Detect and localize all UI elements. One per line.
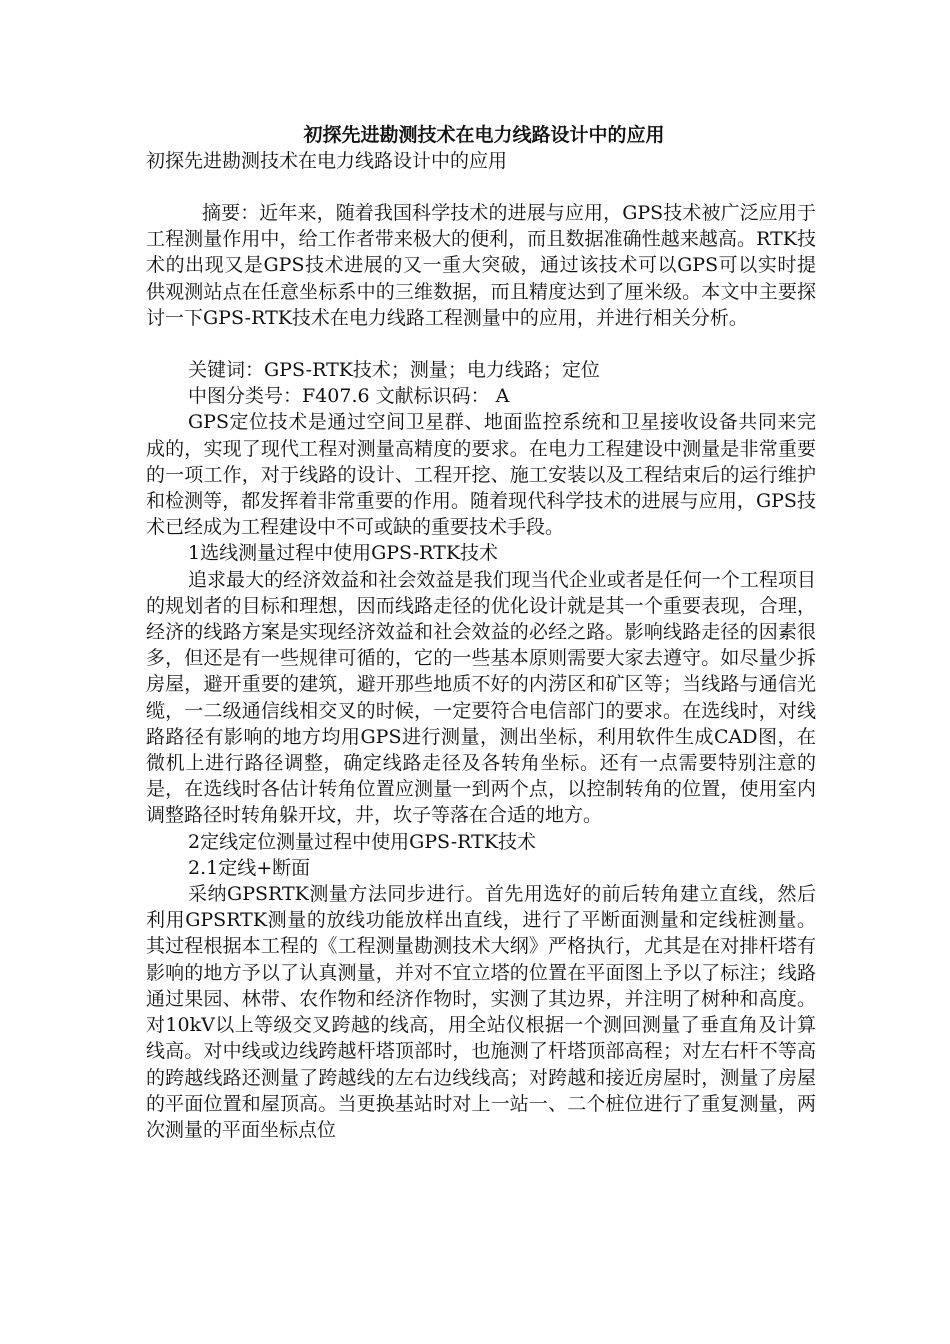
spacer <box>146 174 816 200</box>
keywords-line: 关键词：GPS-RTK技术；测量；电力线路；定位 <box>188 359 600 382</box>
section-2-heading: 2定线定位测量过程中使用GPS-RTK技术 <box>188 830 537 853</box>
section-2-1-paragraph: 采纳GPSRTK测量方法同步进行。首先用选好的前后转角建立直线，然后利用GPSRTK测量的放线功能放样出直线，进行了平断面测量和定线桩测量。其过程根据本工程的《工程测量勘测技术大纲》严格执行，尤其是在对排杆塔有影响的地方予以了认真测量，并对不宜立塔的位置在平面图上予以了标注；线路通过果园、林带、农作物和经济作物时，实测了其边界，并注明了树种和高度。对10kV以上等级交叉跨越的线高，用全站仪根据一个测回测量了垂直角及计算线高。对中线或边线跨越杆塔顶部时，也施测了杆塔顶部高程；对左右杆不等高的跨越线路还测量了跨越线的左右边线线高；对跨越和接近房屋时，测量了房屋的平面位置和屋顶高。当更换基站时对上一站一、二个桩位进行了重复测量，两次测量的平面坐标点位 <box>146 883 816 1141</box>
section-1-paragraph: 追求最大的经济效益和社会效益是我们现当代企业或者是任何一个工程项目的规划者的目标和理想，因而线路走径的优化设计就是其一个重要表现，合理，经济的线路方案是实现经济效益和社会效益的必经之路。影响线路走径的因素很多，但还是有一些规律可循的，它的一些基本原则需要大家去遵守。如尽量少拆房屋，避开重要的建筑，避开那些地质不好的内涝区和矿区等；当线路与通信光缆，一二级通信线相交叉的时候，一定要符合电信部门的要求。在选线时，对线路路径有影响的地方均用GPS进行测量，测出坐标，利用软件生成CAD图，在微机上进行路径调整，确定线路走径及各转角坐标。还有一点需要特别注意的是，在选线时各估计转角位置应测量一到两个点，以控制转角的位置，使用室内调整路径时转角躲开坟，井，坎子等落在合适的地方。 <box>146 568 816 827</box>
section-2-1-heading: 2.1定线+断面 <box>188 856 311 879</box>
document-body <box>146 122 816 1143</box>
abstract-paragraph: 摘要：近年来，随着我国科学技术的进展与应用，GPS技术被广泛应用于工程测量作用中，给工作者带来极大的便利，而且数据准确性越来越高。RTK技术的出现又是GPS技术进展的又一重大突破，通过该技术可以GPS可以实时提供观测站点在任意坐标系中的三维数据，而且精度达到了厘米级。本文中主要探讨一下GPS-RTK技术在电力线路工程测量中的应用，并进行相关分析。 <box>146 202 816 329</box>
section-1-heading: 1选线测量过程中使用GPS-RTK技术 <box>188 542 499 565</box>
intro-paragraph: GPS定位技术是通过空间卫星群、地面监控系统和卫星接收设备共同来完成的，实现了现代工程对测量高精度的要求。在电力工程建设中测量是非常重要的一项工作，对于线路的设计、工程开挖、施工安装以及工程结束后的运行维护和检测等，都发挥着非常重要的作用。随着现代科学技术的进展与应用，GPS技术已经成为工程建设中不可或缺的重要技术手段。 <box>146 411 816 539</box>
document-title: 初探先进勘测技术在电力线路设计中的应用 <box>303 124 665 146</box>
document-subtitle: 初探先进勘测技术在电力线路设计中的应用 <box>146 150 508 172</box>
spacer <box>146 331 816 357</box>
classification-line: 中图分类号：F407.6 文献标识码： A <box>188 385 510 408</box>
